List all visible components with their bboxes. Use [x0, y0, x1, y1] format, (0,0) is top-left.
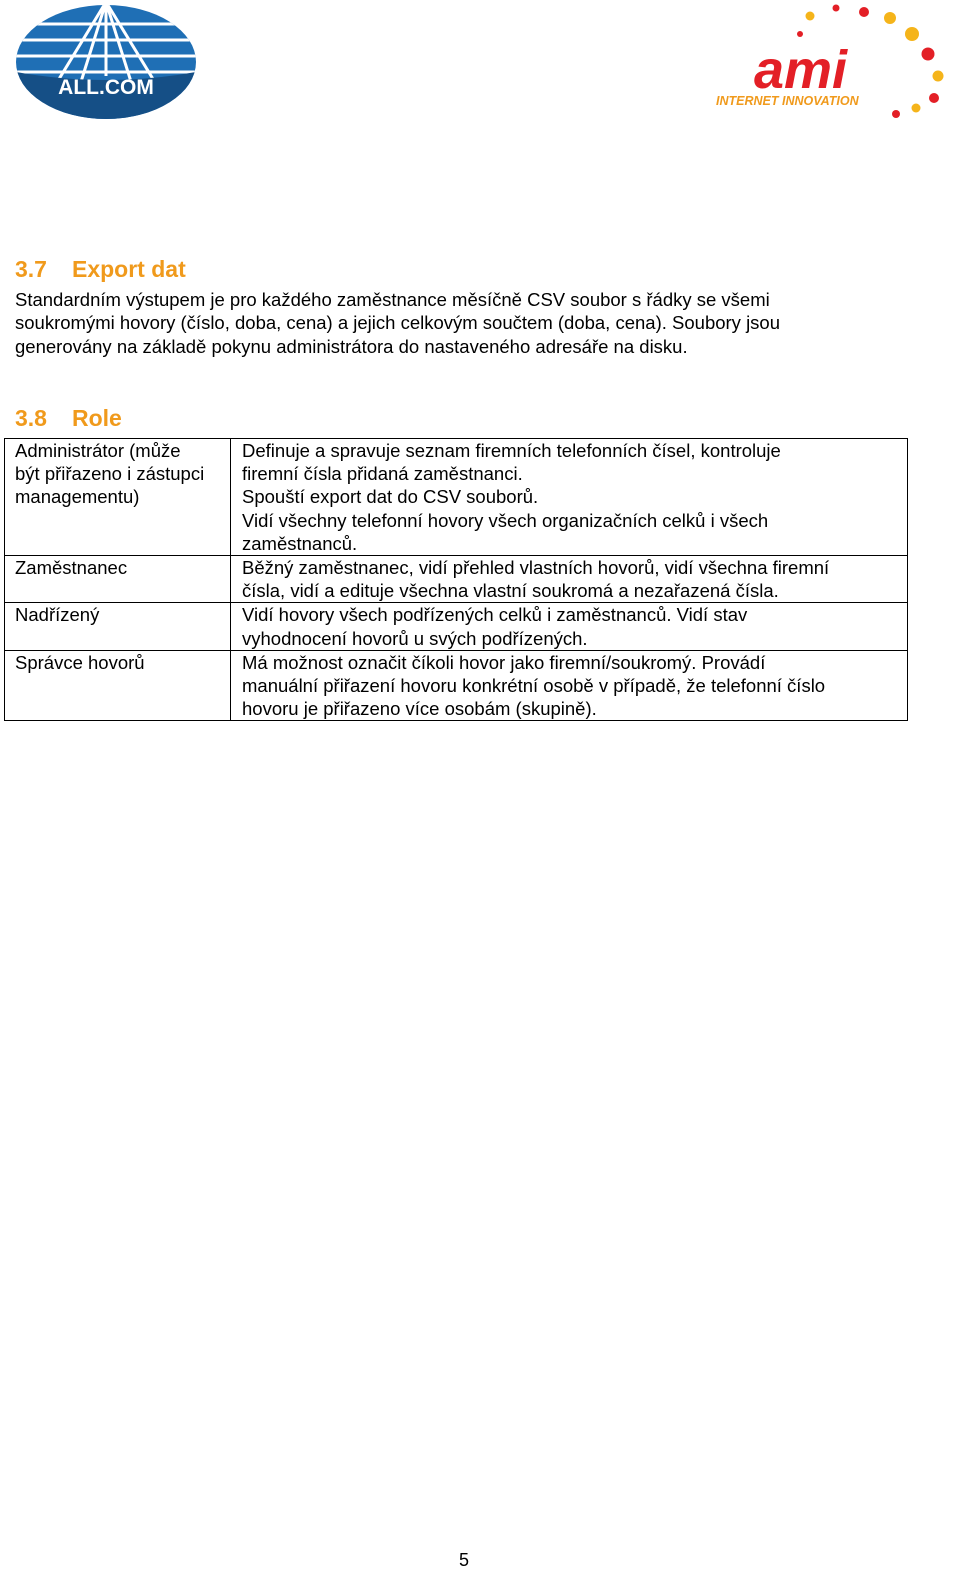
role-name-cell — [5, 603, 231, 650]
export-paragraph — [15, 288, 915, 358]
role-description-cell — [231, 439, 908, 556]
role-description-cell — [231, 603, 908, 650]
section-heading-role — [15, 404, 122, 432]
paragraph-line: soukromými hovory (číslo, doba, cena) a jejich celkovým součtem (doba, cena). Soubory jsou — [15, 312, 781, 334]
role-description-line: Spouští export dat do CSV souborů. — [242, 486, 539, 508]
role-description-line: Vidí hovory všech podřízených celků i zaměstnanců. Vidí stav — [242, 604, 748, 626]
page-number: 5 — [458, 1550, 469, 1570]
role-description-cell — [231, 556, 908, 603]
ami-logo — [712, 2, 948, 120]
role-name-cell — [5, 650, 231, 721]
roles-table — [4, 438, 908, 721]
role-description-line: Vidí všechny telefonní hovory všech organizačních celků i všech — [242, 509, 769, 531]
table-row — [5, 650, 908, 721]
table-row — [5, 439, 908, 556]
role-name-line: Zaměstnanec — [15, 557, 128, 579]
role-description-line: čísla, vidí a edituje všechna vlastní soukromá a nezařazená čísla. — [242, 580, 779, 602]
role-name-line: být přiřazeno i zástupci — [15, 463, 205, 485]
section-heading-export — [15, 255, 186, 283]
ami-logo-text: ami — [754, 40, 848, 100]
role-description-line: zaměstnanců. — [242, 532, 358, 554]
role-description-line: manuální přiřazení hovoru konkrétní osobě v případě, že telefonní číslo — [242, 675, 826, 697]
role-name-line: managementu) — [15, 486, 140, 508]
role-name-line: Administrátor (může — [15, 440, 181, 461]
section-title: Role — [72, 405, 122, 431]
allcom-logo — [14, 2, 198, 120]
table-row — [5, 603, 908, 650]
role-description-line: firemní čísla přidaná zaměstnanci. — [242, 463, 523, 485]
table-row — [5, 556, 908, 603]
section-number: 3.8 — [15, 405, 47, 431]
role-name-cell — [5, 556, 231, 603]
role-description-line: Definuje a spravuje seznam firemních telefonních čísel, kontroluje — [242, 440, 781, 461]
section-number: 3.7 — [15, 256, 47, 282]
section-title: Export dat — [72, 256, 186, 282]
role-description-line: hovoru je přiřazeno více osobám (skupině). — [242, 698, 597, 720]
role-description-line: Běžný zaměstnanec, vidí přehled vlastních hovorů, vidí všechna firemní — [242, 557, 830, 579]
role-name-line: Správce hovorů — [15, 651, 145, 673]
paragraph-line: Standardním výstupem je pro každého zaměstnance měsíčně CSV soubor s řádky se všemi — [15, 289, 770, 310]
role-name-cell — [5, 439, 231, 556]
ami-logo-tagline: INTERNET INNOVATION — [716, 94, 859, 108]
role-description-line: vyhodnocení hovorů u svých podřízených. — [242, 627, 588, 649]
role-description-cell — [231, 650, 908, 721]
allcom-logo-text: ALL.COM — [58, 76, 154, 99]
paragraph-line: generovány na základě pokynu administrátora do nastaveného adresáře na disku. — [15, 335, 688, 357]
role-name-line: Nadřízený — [15, 604, 100, 626]
role-description-line: Má možnost označit číkoli hovor jako firemní/soukromý. Provádí — [242, 651, 766, 673]
